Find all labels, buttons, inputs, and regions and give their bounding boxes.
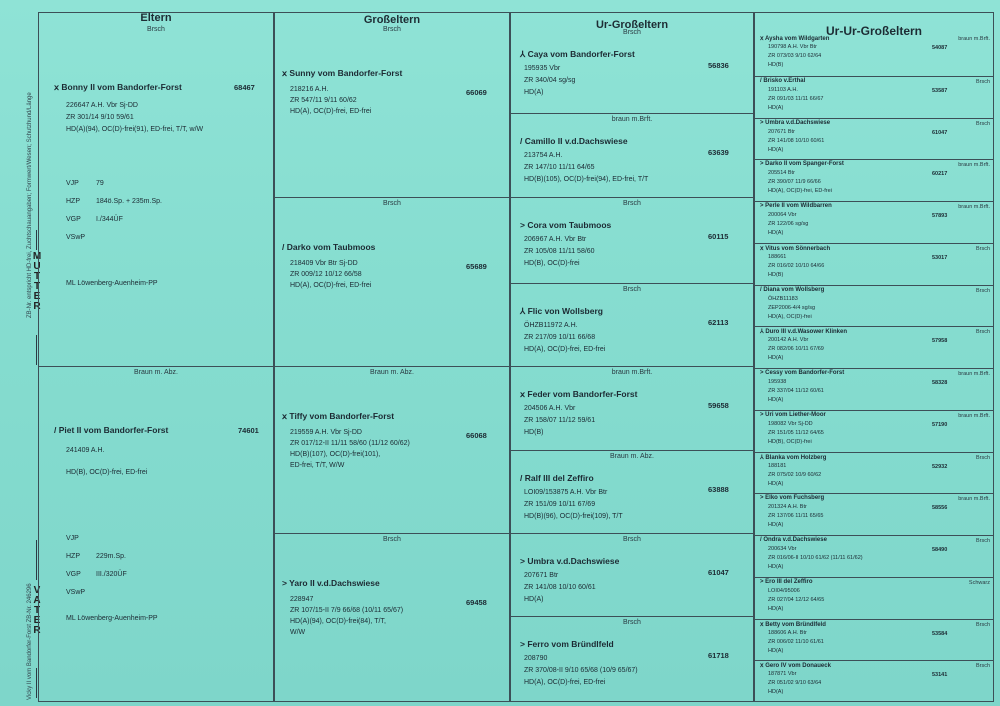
great-grandparent-cell bbox=[510, 113, 754, 197]
coat-color: braun m.Brft. bbox=[958, 162, 990, 169]
pedigree-line: 191103 A.H. bbox=[768, 86, 798, 93]
pedigree-line: 206967 A.H. Vbr Btr bbox=[524, 236, 587, 243]
dog-name: ⅹ Betty vom Bründlfeld bbox=[760, 621, 826, 628]
zb-number: 69458 bbox=[466, 598, 487, 607]
coat-color: braun m.Brft. bbox=[958, 204, 990, 210]
title-label: VGP bbox=[66, 571, 81, 578]
pedigree-line: 187871 Vbr bbox=[768, 671, 797, 678]
zb-number: 53141 bbox=[932, 672, 948, 679]
zb-number: 60115 bbox=[708, 232, 729, 241]
great-grandparent-cell bbox=[510, 616, 754, 702]
great-great-grandparent-cell bbox=[754, 410, 994, 452]
dog-name: ⅹ Vitus vom Sönnerbach bbox=[760, 245, 831, 252]
title-value: 184ö.Sp. + 235m.Sp. bbox=[96, 198, 162, 205]
great-great-grandparent-cell bbox=[754, 326, 994, 368]
header-urgrosseltern: Ur-Großeltern bbox=[595, 19, 669, 31]
great-great-grandparent-cell bbox=[754, 452, 994, 494]
coat-color: braun m.Brft. bbox=[958, 371, 990, 377]
sidebar-letter: T bbox=[33, 271, 41, 282]
coat-color: Brsch bbox=[623, 536, 641, 543]
title-label: VSwP bbox=[66, 589, 86, 596]
pedigree-line: HD(A) bbox=[524, 596, 544, 603]
pedigree-line: HD(A) bbox=[768, 647, 784, 654]
dog-name: ⅹ Feder vom Bandorfer-Forst bbox=[520, 389, 638, 399]
pedigree-line: LOI09/153875 A.H. Vbr Btr bbox=[524, 489, 608, 496]
registry-line: ZR 301/14 9/10 59/61 bbox=[66, 114, 134, 121]
dog-name: > Perle II vom Wildbarren bbox=[760, 203, 832, 209]
pedigree-line: 195935 Vbr bbox=[524, 65, 561, 72]
title-label: VSwP bbox=[66, 234, 86, 241]
pedigree-line: 204506 A.H. Vbr bbox=[524, 405, 576, 412]
pedigree-line: 219559 A.H. Vbr Sj-DD bbox=[290, 429, 362, 436]
sidebar-letter: E bbox=[33, 291, 41, 302]
ml-line: ML Löwenberg-Auenheim-PP bbox=[66, 615, 158, 622]
dog-name: > Umbra v.d.Dachswiese bbox=[760, 119, 831, 126]
grandparent-cell bbox=[274, 366, 510, 533]
pedigree-line: 228947 bbox=[290, 596, 314, 603]
pedigree-line: HD(B), OC(D)-frei bbox=[768, 438, 812, 445]
great-great-grandparent-cell bbox=[754, 577, 994, 619]
dog-name: > Umbra v.d.Dachswiese bbox=[520, 556, 620, 566]
coat-color: Brsch bbox=[975, 120, 990, 127]
coat-color: Braun m. Abz. bbox=[134, 369, 178, 376]
father-cell bbox=[38, 366, 274, 702]
coat-color: braun m.Brft. bbox=[611, 369, 653, 376]
zb-number: 62113 bbox=[708, 318, 729, 327]
great-grandparent-cell bbox=[510, 533, 754, 616]
pedigree-line: HD(A) bbox=[768, 146, 784, 153]
title-value: III./320ÜF bbox=[96, 571, 127, 578]
great-great-grandparent-cell bbox=[754, 660, 994, 702]
dog-name: ⅄ Caya vom Bandorfer-Forst bbox=[520, 49, 635, 59]
zb-number: 53584 bbox=[932, 630, 948, 637]
pedigree-line: ZR 009/12 10/12 66/58 bbox=[290, 271, 362, 278]
zb-number: 58490 bbox=[932, 547, 948, 553]
zb-number: 61718 bbox=[708, 651, 729, 660]
pedigree-line: ZR 340/04 sg/sg bbox=[524, 77, 576, 84]
pedigree-line: ZR 122/06 sg/sg bbox=[768, 221, 809, 227]
pedigree-line: HD(A), OC(D)-frei, ED-frei bbox=[524, 346, 606, 353]
zb-number: 61047 bbox=[708, 568, 729, 577]
great-great-grandparent-cell bbox=[754, 535, 994, 577]
dog-name: ⅹ Gero IV vom Donaueck bbox=[760, 663, 831, 670]
dog-name: ⅄ Flic von Wollsberg bbox=[520, 306, 603, 316]
great-great-grandparent-cell bbox=[754, 619, 994, 661]
pedigree-line: ZR 105/08 11/11 58/60 bbox=[524, 248, 595, 255]
pedigree-line: HD(A), OC(D)-frei bbox=[768, 313, 812, 320]
pedigree-line: HD(A) bbox=[768, 605, 784, 612]
pedigree-line: ZR 091/03 11/11 66/67 bbox=[768, 95, 824, 102]
pedigree-line: ZR 158/07 11/12 59/61 bbox=[524, 417, 596, 424]
coat-color: Brsch bbox=[975, 538, 990, 544]
pedigree-line: ZR 082/06 10/11 67/69 bbox=[768, 346, 824, 353]
registry-line: 241409 A.H. bbox=[66, 447, 105, 454]
pedigree-line: ZR 016/02 10/10 64/66 bbox=[768, 262, 825, 269]
pedigree-line: HD(B)(96), OC(D)-frei(109), T/T bbox=[524, 513, 623, 520]
grandparent-cell bbox=[274, 24, 510, 197]
pedigree-line: HD(B) bbox=[524, 429, 544, 436]
coat-color: Brsch bbox=[975, 621, 990, 628]
pedigree-line: ZR 137/06 11/11 65/65 bbox=[768, 513, 824, 520]
dog-name: ⅹ Sunny vom Bandorfer-Forst bbox=[282, 68, 403, 78]
pedigree-line: HD(B) bbox=[768, 62, 784, 68]
dog-name: > Uri vom Liether-Moor bbox=[760, 411, 826, 418]
pedigree-line: 198082 Vbr Sj-DD bbox=[768, 420, 813, 427]
pedigree-line: HD(A) bbox=[768, 397, 784, 403]
zb-number: 63888 bbox=[708, 485, 729, 494]
pedigree-line: 188661 bbox=[768, 253, 787, 260]
divider-line bbox=[36, 230, 37, 250]
pedigree-line: HD(B) bbox=[768, 271, 784, 278]
zb-number: 63639 bbox=[708, 148, 729, 157]
zb-number: 57958 bbox=[932, 338, 948, 345]
dog-name: / Camillo II v.d.Dachswiese bbox=[520, 136, 628, 146]
header-ururgrosseltern: Ur-Ur-Großeltern bbox=[825, 24, 922, 38]
health-line: HD(A)(94), OC(D)-frei(91), ED-frei, T/T, w/W bbox=[66, 126, 204, 133]
pedigree-line: ZR 217/09 10/11 66/68 bbox=[524, 334, 596, 341]
zb-number: 57893 bbox=[932, 213, 948, 219]
great-grandparent-cell bbox=[510, 27, 754, 113]
pedigree-line: HD(A), OC(D)-frei, ED-frei bbox=[524, 679, 606, 686]
pedigree-line: 200634 Vbr bbox=[768, 546, 797, 552]
zb-number: 53587 bbox=[932, 87, 948, 94]
zb-number: 66068 bbox=[466, 431, 487, 440]
pedigree-line: 218216 A.H. bbox=[290, 86, 329, 93]
zb-number: 65689 bbox=[466, 262, 487, 271]
pedigree-line: HD(B)(107), OC(D)-frei(101), bbox=[290, 451, 381, 458]
pedigree-line: ZR 141/08 10/10 60/61 bbox=[524, 584, 596, 591]
pedigree-line: 201324 A.H. Btr bbox=[768, 504, 807, 511]
title-label: VJP bbox=[66, 535, 79, 542]
great-grandparent-cell bbox=[510, 197, 754, 283]
coat-color: Braun m. Abz. bbox=[370, 369, 414, 376]
zb-number: 68467 bbox=[234, 83, 255, 92]
header-eltern: Eltern bbox=[140, 12, 172, 24]
pedigree-line: ZR 151/05 11/12 64/65 bbox=[768, 429, 824, 436]
great-great-grandparent-cell bbox=[754, 493, 994, 535]
sidebar-letter: M bbox=[32, 251, 42, 262]
great-grandparent-cell bbox=[510, 283, 754, 366]
header-grosseltern: Großeltern bbox=[363, 14, 421, 26]
pedigree-line: HD(A) bbox=[768, 689, 784, 696]
pedigree-line: HD(B)(105), OC(D)-frei(94), ED-frei, T/T bbox=[524, 176, 649, 183]
coat-color: Brsch bbox=[623, 286, 641, 293]
pedigree-line: ZR 051/02 9/10 63/64 bbox=[768, 680, 822, 687]
registry-line: 226647 A.H. Vbr Sj-DD bbox=[66, 102, 138, 109]
dog-name: / Diana vom Wollsberg bbox=[760, 286, 825, 293]
coat-color: braun m.Brft. bbox=[611, 116, 653, 123]
zb-number: 52932 bbox=[932, 463, 948, 470]
great-grandparent-cell bbox=[510, 450, 754, 533]
title-label: VJP bbox=[66, 180, 79, 187]
pedigree-line: HD(A), OC(D)-frei, ED-frei bbox=[290, 282, 372, 289]
coat-color: Brsch bbox=[383, 26, 401, 33]
zb-number: 54087 bbox=[932, 45, 948, 51]
coat-color: Brsch bbox=[975, 454, 990, 461]
pedigree-line: 207671 Btr bbox=[524, 572, 559, 579]
pedigree-line: ZR 370/08-II 9/10 65/68 (10/9 65/67) bbox=[524, 667, 638, 674]
zb-number: 56836 bbox=[708, 61, 729, 70]
great-great-grandparent-cell bbox=[754, 201, 994, 243]
pedigree-line: HD(A) bbox=[768, 104, 784, 111]
pedigree-line: ZR 390/07 11/9 66/66 bbox=[768, 179, 821, 186]
coat-color: Brsch bbox=[975, 245, 990, 252]
dog-name: ⅄ Blanka vom Holzberg bbox=[760, 454, 827, 461]
pedigree-line: 190798 A.H. Vbr Btr bbox=[768, 44, 817, 50]
pedigree-line: HD(A) bbox=[768, 564, 784, 570]
pedigree-line: 218409 Vbr Btr Sj-DD bbox=[290, 260, 358, 267]
sidebar-letter: V bbox=[33, 585, 41, 596]
coat-color: Braun m. Abz. bbox=[610, 453, 654, 460]
pedigree-line: ZR 006/02 11/10 61/61 bbox=[768, 638, 824, 645]
sidebar-letter: T bbox=[33, 281, 41, 292]
great-great-grandparent-cell bbox=[754, 34, 994, 76]
pedigree-line: 200064 Vbr bbox=[768, 212, 797, 218]
coat-color: braun m.Brft. bbox=[958, 36, 990, 42]
great-great-grandparent-cell bbox=[754, 118, 994, 160]
health-line: HD(B), OC(D)-frei, ED-frei bbox=[66, 469, 148, 476]
coat-color: Brsch bbox=[975, 329, 990, 336]
coat-color: Brsch bbox=[383, 200, 401, 207]
title-value: 79 bbox=[96, 180, 104, 187]
pedigree-line: HD(A), OC(D)-frei, ED-frei bbox=[768, 188, 832, 195]
coat-color: Brsch bbox=[623, 29, 641, 36]
dog-name: / Piet II vom Bandorfer-Forst bbox=[54, 425, 169, 435]
pedigree-line: HD(A) bbox=[768, 522, 784, 529]
dog-name: > Cora vom Taubmoos bbox=[520, 220, 612, 230]
zb-number: 66069 bbox=[466, 88, 487, 97]
pedigree-line: HD(A)(94), OC(D)-frei(84), T/T, bbox=[290, 618, 386, 625]
title-value: I./344ÜF bbox=[96, 216, 123, 223]
pedigree-line: ÖHZB11183 bbox=[768, 295, 798, 302]
pedigree-line: 207671 Btr bbox=[768, 128, 795, 135]
coat-color: Brsch bbox=[147, 26, 165, 33]
coat-color: Brsch bbox=[623, 200, 641, 207]
pedigree-line: ZR 017/12-II 11/11 58/60 (11/12 60/62) bbox=[290, 440, 410, 447]
ml-line: ML Löwenberg-Auenheim-PP bbox=[66, 280, 158, 287]
pedigree-line: ZR 141/08 10/10 60/61 bbox=[768, 137, 825, 144]
coat-color: Brsch bbox=[975, 287, 990, 294]
dog-name: / Ralf III del Zeffiro bbox=[520, 473, 594, 483]
pedigree-line: ZR 151/09 10/11 67/69 bbox=[524, 501, 596, 508]
coat-color: Brsch bbox=[975, 78, 990, 85]
pedigree-line: 205514 Btr bbox=[768, 170, 795, 177]
dog-name: / Darko vom Taubmoos bbox=[282, 242, 376, 252]
zb-number: 57190 bbox=[932, 421, 948, 428]
dog-name: > Yaro II v.d.Dachswiese bbox=[282, 578, 380, 588]
coat-color: Schwarz bbox=[968, 579, 990, 586]
sidebar-letter: R bbox=[33, 301, 41, 312]
pedigree-line: HD(A) bbox=[524, 89, 544, 96]
pedigree-line: ZEP2006-4/4 sg/sg bbox=[768, 304, 816, 311]
dog-name: > Cessy vom Bandorfer-Forst bbox=[760, 370, 845, 376]
dog-name: ⅹ Aysha vom Wildgarten bbox=[760, 36, 830, 42]
zb-number: 60217 bbox=[932, 171, 948, 178]
grandparent-cell bbox=[274, 197, 510, 366]
pedigree-line: ZR 107/15-II 7/9 66/68 (10/11 65/67) bbox=[290, 607, 404, 614]
pedigree-line: 188606 A.H. Btr bbox=[768, 629, 807, 636]
dog-name: > Darko II vom Spanger-Forst bbox=[760, 161, 844, 168]
great-great-grandparent-cell bbox=[754, 76, 994, 118]
zb-number: 61047 bbox=[932, 129, 948, 136]
sidebar-letter: A bbox=[33, 595, 41, 606]
mother-cell bbox=[38, 24, 274, 366]
zb-number: 53017 bbox=[932, 254, 948, 261]
pedigree-line: ZR 075/02 10/9 60/62 bbox=[768, 471, 822, 478]
divider-line bbox=[36, 668, 37, 698]
title-label: HZP bbox=[66, 198, 80, 205]
sidebar-letter: R bbox=[33, 625, 41, 636]
pedigree-line: 213754 A.H. bbox=[524, 152, 563, 159]
great-great-grandparent-cell bbox=[754, 285, 994, 327]
title-label: VGP bbox=[66, 216, 81, 223]
pedigree-line: 208790 bbox=[524, 655, 548, 662]
dog-name: / Ondra v.d.Dachswiese bbox=[760, 537, 827, 543]
pedigree-line: W/W bbox=[290, 629, 306, 636]
pedigree-line: ZR 073/03 9/10 62/64 bbox=[768, 53, 822, 59]
dog-name: ⅹ Bonny II vom Bandorfer-Forst bbox=[54, 82, 182, 92]
pedigree-line: HD(A) bbox=[768, 230, 784, 236]
sidebar-letter: U bbox=[33, 261, 41, 272]
pedigree-line: LOI04/95006 bbox=[768, 587, 800, 594]
pedigree-line: HD(A) bbox=[768, 355, 784, 362]
zb-number: 59658 bbox=[708, 401, 729, 410]
title-label: HZP bbox=[66, 553, 80, 560]
dog-name: / Brisko v.Erthal bbox=[760, 77, 806, 84]
dog-name: ⅄ Duro III v.d.Wasower Klinken bbox=[760, 329, 848, 336]
dog-name: > Ero III del Zeffiro bbox=[760, 578, 813, 585]
coat-color: Brsch bbox=[383, 536, 401, 543]
title-value: 229m.Sp. bbox=[96, 553, 126, 560]
divider-line bbox=[36, 335, 37, 365]
sidebar-letter: T bbox=[33, 605, 41, 616]
pedigree-line: HD(B), OC(D)-frei bbox=[524, 260, 580, 267]
great-great-grandparent-cell bbox=[754, 368, 994, 410]
pedigree-line: ÖHZB11972 A.H. bbox=[524, 322, 578, 329]
coat-color: Brsch bbox=[623, 619, 641, 626]
pedigree-line: HD(A), OC(D)-frei, ED-frei bbox=[290, 108, 372, 115]
dog-name: ⅹ Tiffy vom Bandorfer-Forst bbox=[282, 411, 395, 421]
pedigree-line: ZR 147/10 11/11 64/65 bbox=[524, 164, 595, 171]
pedigree-line: ZR 547/11 9/11 60/62 bbox=[290, 97, 357, 104]
zb-number: 58328 bbox=[932, 380, 948, 386]
sidebar-letter: E bbox=[33, 615, 41, 626]
zb-number: 58556 bbox=[932, 505, 948, 512]
grandparent-cell bbox=[274, 533, 510, 702]
pedigree-line: HD(A) bbox=[768, 480, 784, 487]
sidebar-note-bottom: Vicky II vom Bandorfer-Forst ZB-Nr. 246296 bbox=[27, 583, 33, 700]
sidebar-note-top: ZB-Nr. entspricht HD-frei, Zuchtschauangaben; Formwert/Wesen; Schutzhund/Länge bbox=[27, 92, 33, 318]
pedigree-line: ZR 337/04 11/12 60/61 bbox=[768, 388, 824, 394]
dog-name: > Ferro vom Bründlfeld bbox=[520, 639, 614, 649]
coat-color: braun m.Brft. bbox=[958, 412, 990, 419]
zb-number: 74601 bbox=[238, 426, 259, 435]
pedigree-line: 200142 A.H. Vbr bbox=[768, 337, 809, 344]
pedigree-line: 188181 bbox=[768, 462, 787, 469]
great-grandparent-cell bbox=[510, 366, 754, 450]
pedigree-line: ZR 016/06-II 10/10 61/62 (11/11 61/62) bbox=[768, 555, 863, 561]
great-great-grandparent-cell bbox=[754, 243, 994, 285]
great-great-grandparent-cell bbox=[754, 159, 994, 201]
coat-color: braun m.Brft. bbox=[958, 496, 990, 503]
pedigree-line: ZR 027/04 12/12 64/65 bbox=[768, 596, 825, 603]
dog-name: > Elko vom Fuchsberg bbox=[760, 495, 825, 502]
divider-line bbox=[36, 540, 37, 580]
pedigree-line: 195938 bbox=[768, 379, 787, 385]
coat-color: Brsch bbox=[975, 663, 990, 670]
pedigree-line: ED-frei, T/T, W/W bbox=[290, 462, 345, 469]
